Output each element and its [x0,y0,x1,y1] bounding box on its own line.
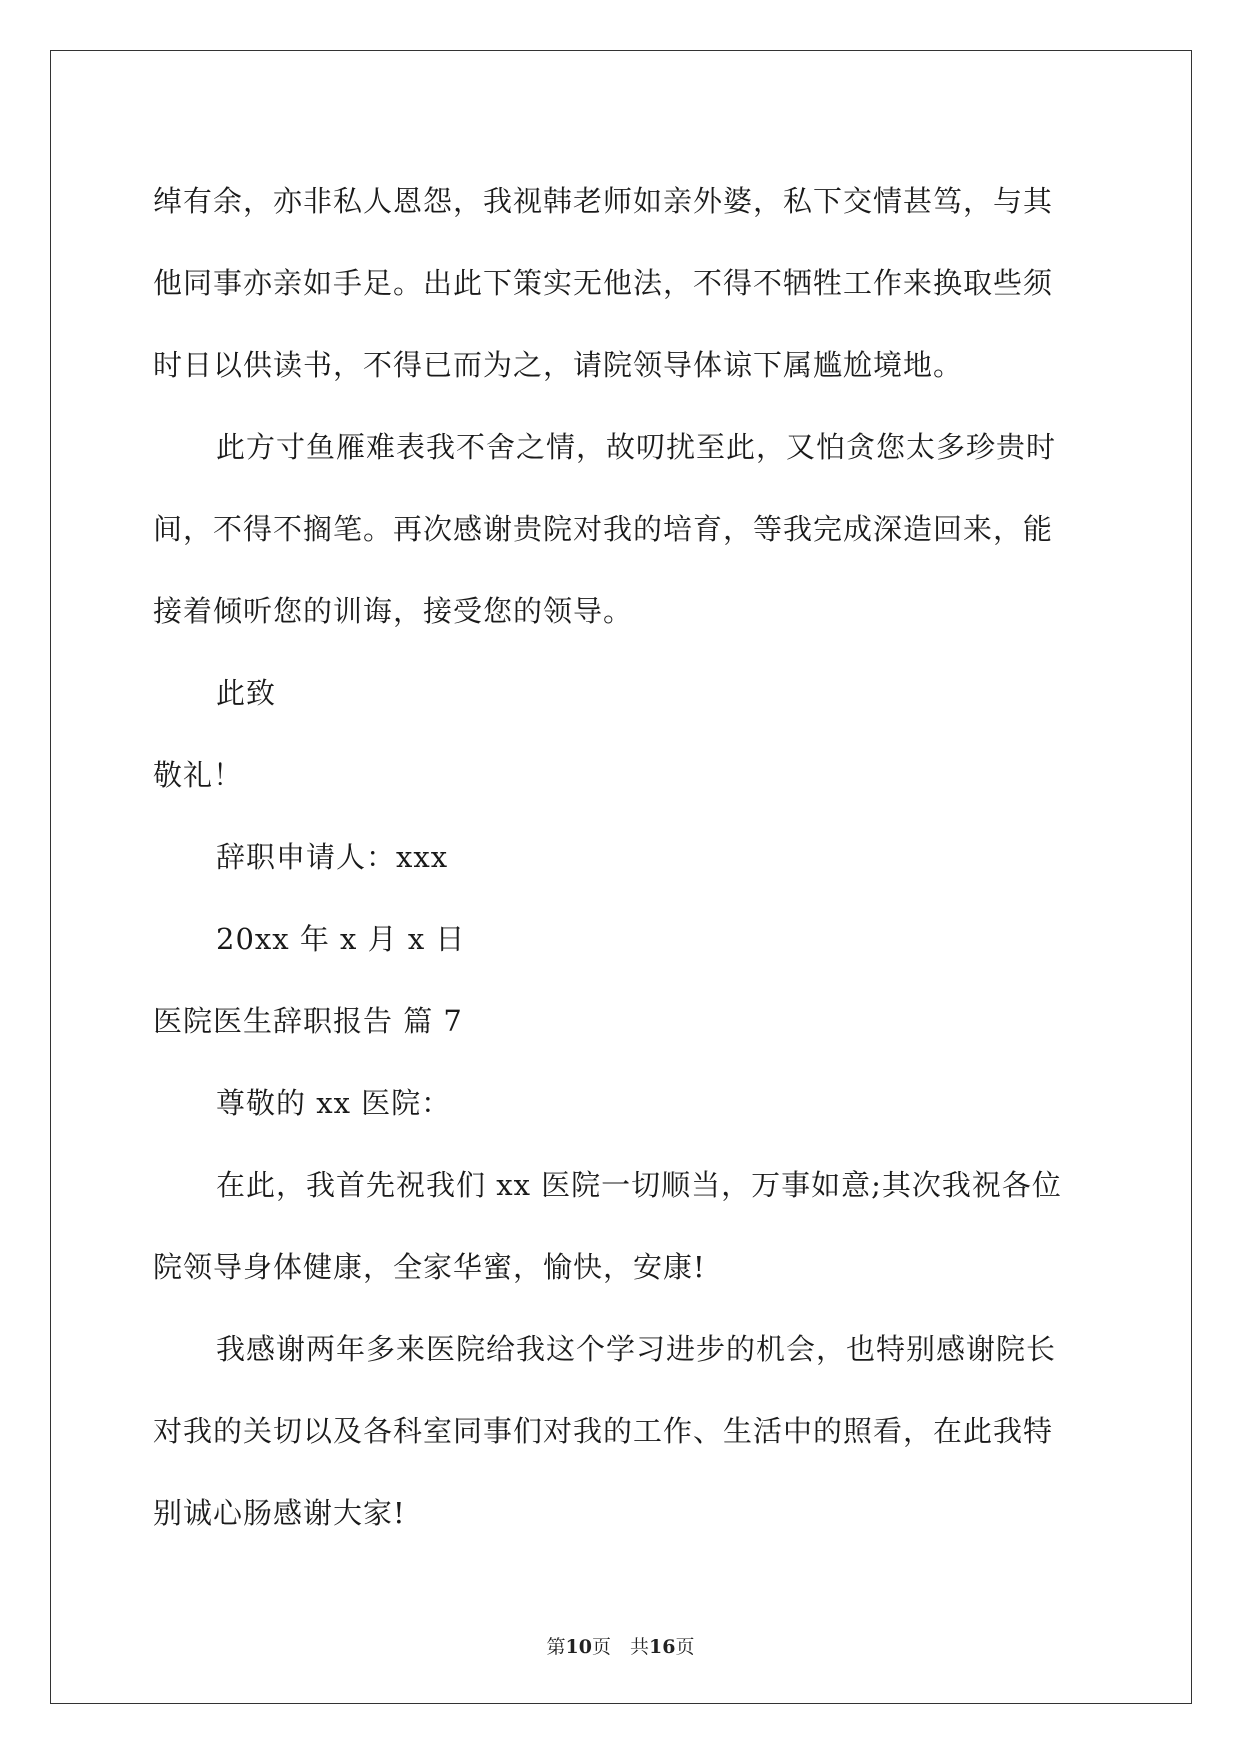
page-footer [0,1632,1241,1659]
text-line: 他同事亦亲如手足。出此下策实无他法，不得不牺牲工作来换取些须 [153,266,1054,300]
signature-date: 20xx 年 x 月 x 日 [216,922,466,956]
text-line: 院领导身体健康，全家华蜜，愉快，安康! [153,1250,706,1284]
text-line: 接着倾听您的训诲，接受您的领导。 [153,594,634,628]
text-line: 在此，我首先祝我们 xx 医院一切顺当，万事如意;其次我祝各位 [216,1168,1062,1202]
closing-regards: 敬礼！ [153,758,244,792]
total-page-number: 16 [649,1636,676,1658]
footer-mid: 页 共 [591,1636,649,1658]
footer-suffix: 页 [675,1636,695,1658]
footer-prefix: 第 [546,1636,566,1658]
document-body [153,160,1093,1554]
signature-applicant: 辞职申请人：xxx [216,840,449,874]
section-title: 医院医生辞职报告 篇 7 [153,1004,463,1038]
closing-salutation: 此致 [216,676,277,710]
text-line: 时日以供读书，不得已而为之，请院领导体谅下属尴尬境地。 [153,348,964,382]
text-line: 间，不得不搁笔。再次感谢贵院对我的培育，等我完成深造回来，能 [153,512,1054,546]
current-page-number: 10 [565,1636,592,1658]
greeting: 尊敬的 xx 医院： [216,1086,452,1120]
text-line: 此方寸鱼雁难表我不舍之情，故叨扰至此，又怕贪您太多珍贵时 [216,430,1057,464]
text-line: 我感谢两年多来医院给我这个学习进步的机会，也特别感谢院长 [216,1332,1057,1366]
text-line: 绰有余，亦非私人恩怨，我视韩老师如亲外婆，私下交情甚笃，与其 [153,184,1054,218]
text-line: 对我的关切以及各科室同事们对我的工作、生活中的照看，在此我特 [153,1414,1054,1448]
text-line: 别诚心肠感谢大家! [153,1496,406,1530]
